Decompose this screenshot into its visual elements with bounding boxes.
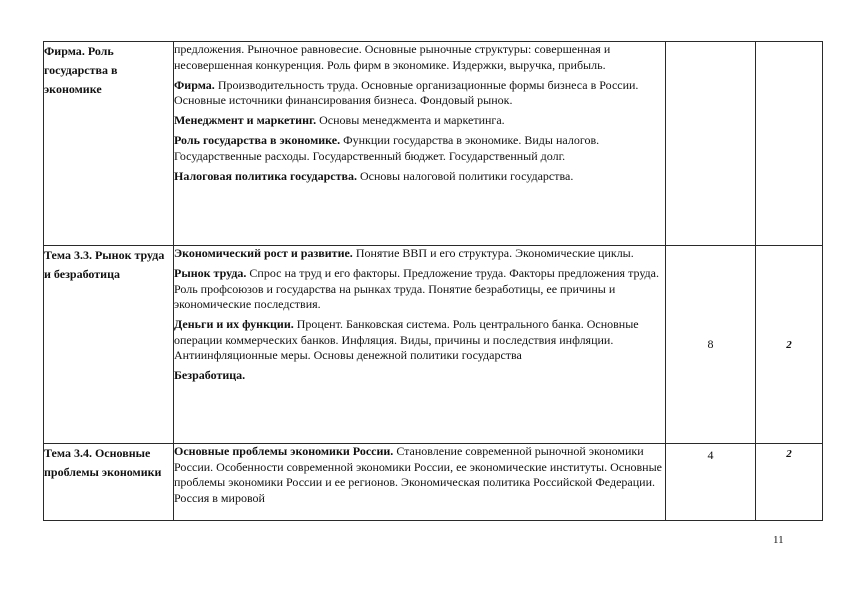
table-row bbox=[44, 42, 823, 246]
paragraph-text: Функции государства в экономике. Виды налогов. Государственные расходы. Государственный бюджет. Государственный долг. bbox=[174, 133, 600, 163]
level-value: 2 bbox=[786, 338, 792, 351]
paragraph-text: Спрос на труд и его факторы. Предложение труда. Факторы предложения труда. Роль профсоюзов и государства на рынках труда. Понятие безработицы, ее причины и экономические последствия. bbox=[174, 266, 659, 311]
topic-cell bbox=[44, 246, 174, 444]
content-cell bbox=[174, 42, 666, 246]
paragraph-heading: Налоговая политика государства. bbox=[174, 168, 357, 183]
topic-title: Тема 3.4. Основные проблемы экономики bbox=[44, 446, 162, 479]
paragraph-heading: Основные проблемы экономики России. bbox=[174, 444, 394, 458]
paragraph-text: Производительность труда. Основные организационные формы бизнеса в России. Основные источники финансирования бизнеса. Фондовый рынок. bbox=[174, 77, 639, 107]
paragraph-text: Основы налоговой политики государства. bbox=[356, 168, 574, 183]
paragraph-heading: Роль государства в экономике. bbox=[174, 133, 341, 147]
paragraph-heading: Экономический рост и развитие. bbox=[174, 246, 353, 260]
content-paragraph bbox=[174, 368, 665, 384]
paragraph-heading: Безработица. bbox=[174, 368, 246, 382]
level-cell bbox=[756, 42, 823, 246]
page-number: 11 bbox=[773, 534, 784, 546]
content-paragraph bbox=[174, 113, 665, 129]
content-cell bbox=[174, 246, 666, 444]
topic-title: Тема 3.3. Рынок труда и безработица bbox=[44, 248, 165, 281]
paragraph-text: Становление современной рыночной экономики России. Особенности современной экономики России, ее экономические институты. Основные проблемы экономики России и ее регионов. Экономическая политика Российской Федерации. Россия в мировой bbox=[174, 444, 662, 505]
paragraph-text: предложения. Рыночное равновесие. Основные рыночные структуры: совершенная и несовершенная конкуренция. Роль фирм в экономике. Издержки, выручка, прибыль. bbox=[174, 42, 611, 72]
paragraph-heading: Деньги и их функции. bbox=[174, 317, 294, 331]
content-paragraph bbox=[174, 266, 665, 313]
content-paragraph bbox=[174, 133, 665, 164]
content-paragraph bbox=[174, 78, 665, 109]
content-paragraph bbox=[174, 444, 665, 506]
content-paragraph bbox=[174, 246, 665, 262]
paragraph-text: Понятие ВВП и его структура. Экономические циклы. bbox=[352, 246, 634, 260]
topic-title: Фирма bbox=[44, 44, 82, 58]
hours-cell bbox=[666, 444, 756, 521]
level-cell bbox=[756, 444, 823, 521]
hours-cell bbox=[666, 246, 756, 444]
content-cell bbox=[174, 444, 666, 521]
topic-cell bbox=[44, 444, 174, 521]
paragraph-text: Процент. Банковская система. Роль центрального банка. Основные операции коммерческих банков. Инфляция. Виды, причины и последствия инфляции. Антиинфляционные меры. Основы денежной политики государства bbox=[174, 317, 639, 362]
content-paragraph bbox=[174, 169, 665, 185]
hours-cell bbox=[666, 42, 756, 246]
paragraph-heading: Рынок труда. bbox=[174, 266, 247, 280]
hours-value: 4 bbox=[707, 448, 714, 462]
paragraph-heading: Менеджмент и маркетинг. bbox=[174, 113, 317, 127]
content-paragraph bbox=[174, 317, 665, 364]
content-paragraph bbox=[174, 42, 665, 73]
syllabus-table bbox=[43, 41, 823, 521]
paragraph-heading: Фирма. bbox=[174, 77, 215, 92]
table-row bbox=[44, 246, 823, 444]
topic-title-rest: . Роль государства в экономике bbox=[44, 44, 118, 96]
level-cell bbox=[756, 246, 823, 444]
level-value: 2 bbox=[786, 448, 792, 460]
hours-value: 8 bbox=[707, 337, 714, 351]
topic-cell bbox=[44, 42, 174, 246]
table-row bbox=[44, 444, 823, 521]
paragraph-text: Основы менеджмента и маркетинга. bbox=[316, 113, 505, 127]
